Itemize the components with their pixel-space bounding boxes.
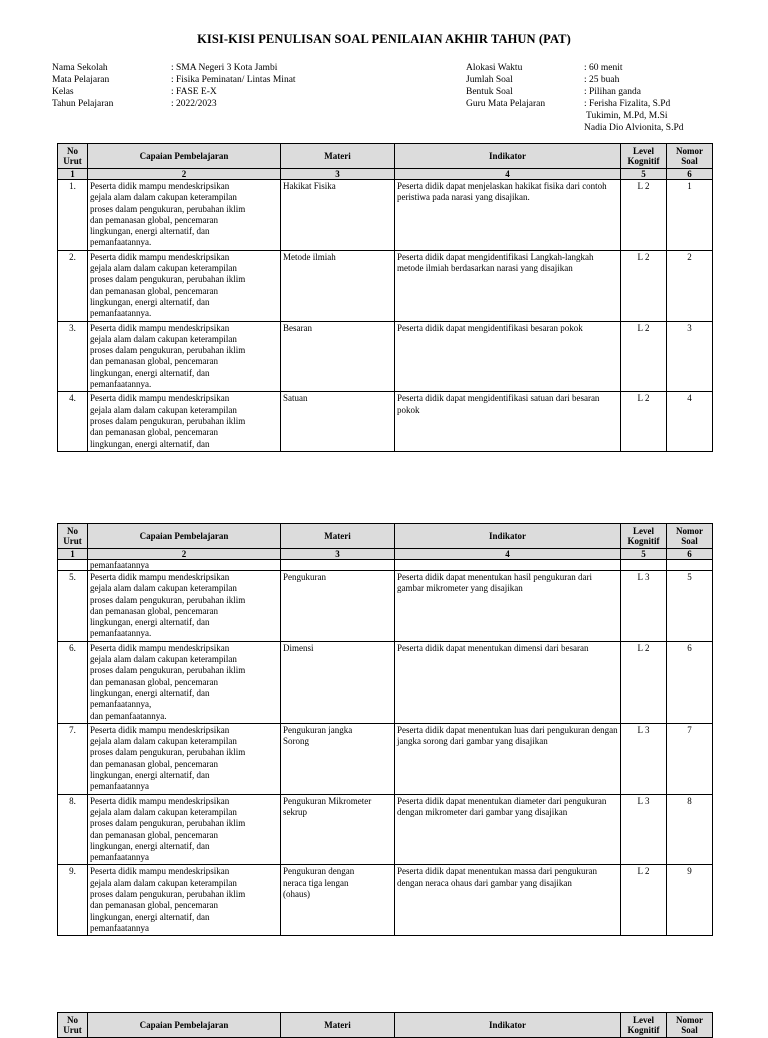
row-capaian: Peserta didik mampu mendeskripsikan gejala alam dalam cakupan keterampilan proses dalam pengukuran, perubahan iklim dan pemanasan global, pencemaran lingkungan, energi alternatif, dan pemanfaatannya. <box>88 250 281 321</box>
row-materi: Metode ilmiah <box>281 250 395 321</box>
info-value: : Fisika Peminatan/ Lintas Minat <box>171 75 296 85</box>
kisi-table-page-1 <box>57 143 713 452</box>
column-number: 1 <box>58 169 88 180</box>
row-nomor-soal: 1 <box>667 180 713 251</box>
info-value: : SMA Negeri 3 Kota Jambi <box>171 63 278 73</box>
info-row <box>466 62 684 74</box>
document-title: KISI-KISI PENULISAN SOAL PENILAIAN AKHIR TAHUN (PAT) <box>197 32 571 46</box>
row-nomor-soal: 4 <box>667 392 713 451</box>
row-capaian: Peserta didik mampu mendeskripsikan gejala alam dalam cakupan keterampilan proses dalam pengukuran, perubahan iklim dan pemanasan global, pencemaran lingkungan, energi alternatif, dan pemanfaatannya <box>88 865 281 936</box>
row-level: L 3 <box>621 794 667 865</box>
row-indikator: Peserta didik dapat menentukan luas dari pengukuran dengan jangka sorong dari gambar yang disajikan <box>395 723 621 794</box>
row-materi: Dimensi <box>281 641 395 723</box>
table-header <box>58 524 713 549</box>
row-materi: Pengukuran Mikrometer sekrup <box>281 794 395 865</box>
col-header-level: Level Kognitif <box>621 524 667 549</box>
row-number: 8. <box>58 794 88 865</box>
info-value: : FASE E-X <box>171 87 217 97</box>
table-page-3-fragment <box>0 1012 768 1035</box>
info-key: Mata Pelajaran <box>52 75 110 85</box>
column-number: 4 <box>395 169 621 180</box>
info-row <box>466 74 684 86</box>
row-level: L 2 <box>621 250 667 321</box>
row-indikator: Peserta didik dapat menentukan hasil pengukuran dari gambar mikrometer yang disajikan <box>395 571 621 642</box>
row-materi: Pengukuran dengan neraca tiga lengan (ohaus) <box>281 865 395 936</box>
row-capaian: Peserta didik mampu mendeskripsikan gejala alam dalam cakupan keterampilan proses dalam pengukuran, perubahan iklim dan pemanasan global, pencemaran lingkungan, energi alternatif, dan pemanfaatannya. <box>88 571 281 642</box>
column-number: 1 <box>58 549 88 560</box>
col-header-indikator: Indikator <box>395 524 621 549</box>
info-row <box>466 86 684 98</box>
column-number: 2 <box>88 549 281 560</box>
row-number: 9. <box>58 865 88 936</box>
info-row <box>466 98 684 110</box>
col-header-indikator: Indikator <box>395 1013 621 1038</box>
row-materi: Hakikat Fisika <box>281 180 395 251</box>
table-row <box>58 723 713 794</box>
row-nomor-soal: 5 <box>667 571 713 642</box>
row-materi: Satuan <box>281 392 395 451</box>
row-level: L 2 <box>621 321 667 392</box>
table-row-continuation <box>58 560 713 571</box>
col-header-no: No Urut <box>58 524 88 549</box>
column-number-row <box>58 549 713 560</box>
col-header-nomor: Nomor Soal <box>667 1013 713 1038</box>
row-level: L 3 <box>621 723 667 794</box>
row-capaian: Peserta didik mampu mendeskripsikan gejala alam dalam cakupan keterampilan proses dalam pengukuran, perubahan iklim dan pemanasan global, pencemaran lingkungan, energi alternatif, dan pemanfaatannya <box>88 723 281 794</box>
row-number: 3. <box>58 321 88 392</box>
row-indikator: Peserta didik dapat menentukan diameter dari pengukuran dengan mikrometer dari gambar yang disajikan <box>395 794 621 865</box>
column-number: 4 <box>395 549 621 560</box>
table-row <box>58 180 713 251</box>
table-row <box>58 571 713 642</box>
info-value: : 60 menit <box>584 63 623 73</box>
col-header-materi: Materi <box>281 524 395 549</box>
row-capaian: Peserta didik mampu mendeskripsikan gejala alam dalam cakupan keterampilan proses dalam pengukuran, perubahan iklim dan pemanasan global, pencemaran lingkungan, energi alternatif, dan pemanfaatannya <box>88 794 281 865</box>
table-header <box>58 1013 713 1038</box>
info-key: Kelas <box>52 87 74 97</box>
info-row <box>52 98 296 110</box>
table-row <box>58 321 713 392</box>
table-row <box>58 392 713 451</box>
info-value: : 25 buah <box>584 75 620 85</box>
column-number: 5 <box>621 169 667 180</box>
info-key: Nama Sekolah <box>52 63 108 73</box>
row-number: 5. <box>58 571 88 642</box>
col-header-indikator: Indikator <box>395 144 621 169</box>
row-level: L 2 <box>621 392 667 451</box>
row-nomor-soal: 8 <box>667 794 713 865</box>
row-indikator: Peserta didik dapat mengidentifikasi besaran pokok <box>395 321 621 392</box>
col-header-capaian: Capaian Pembelajaran <box>88 144 281 169</box>
row-nomor-soal: 2 <box>667 250 713 321</box>
row-nomor-soal: 7 <box>667 723 713 794</box>
row-level: L 2 <box>621 180 667 251</box>
school-info <box>52 62 296 110</box>
col-header-nomor: Nomor Soal <box>667 144 713 169</box>
info-row <box>52 86 296 98</box>
column-number: 6 <box>667 549 713 560</box>
table-row <box>58 865 713 936</box>
row-level: L 2 <box>621 865 667 936</box>
col-header-materi: Materi <box>281 1013 395 1038</box>
col-header-level: Level Kognitif <box>621 144 667 169</box>
kisi-table-page-2 <box>57 523 713 936</box>
table-row <box>58 794 713 865</box>
row-capaian: Peserta didik mampu mendeskripsikan gejala alam dalam cakupan keterampilan proses dalam pengukuran, perubahan iklim dan pemanasan global, pencemaran lingkungan, energi alternatif, dan pemanfaatannya, dan pemanfaatannya. <box>88 641 281 723</box>
column-number: 3 <box>281 169 395 180</box>
col-header-no: No Urut <box>58 144 88 169</box>
col-header-level: Level Kognitif <box>621 1013 667 1038</box>
row-level: L 3 <box>621 571 667 642</box>
row-indikator: Peserta didik dapat mengidentifikasi satuan dari besaran pokok <box>395 392 621 451</box>
row-capaian: Peserta didik mampu mendeskripsikan gejala alam dalam cakupan keterampilan proses dalam pengukuran, perubahan iklim dan pemanasan global, pencemaran lingkungan, energi alternatif, dan <box>88 392 281 451</box>
row-capaian: Peserta didik mampu mendeskripsikan gejala alam dalam cakupan keterampilan proses dalam pengukuran, perubahan iklim dan pemanasan global, pencemaran lingkungan, energi alternatif, dan pemanfaatannya. <box>88 321 281 392</box>
row-capaian: Peserta didik mampu mendeskripsikan gejala alam dalam cakupan keterampilan proses dalam pengukuran, perubahan iklim dan pemanasan global, pencemaran lingkungan, energi alternatif, dan pemanfaatannya. <box>88 180 281 251</box>
col-header-capaian: Capaian Pembelajaran <box>88 524 281 549</box>
info-key: Tahun Pelajaran <box>52 99 114 109</box>
table-header <box>58 144 713 169</box>
col-header-nomor: Nomor Soal <box>667 524 713 549</box>
column-number: 6 <box>667 169 713 180</box>
column-number-row <box>58 169 713 180</box>
row-number: 1. <box>58 180 88 251</box>
col-header-no: No Urut <box>58 1013 88 1038</box>
row-level: L 2 <box>621 641 667 723</box>
row-indikator: Peserta didik dapat menjelaskan hakikat fisika dari contoh peristiwa pada narasi yang disajikan. <box>395 180 621 251</box>
exam-info <box>466 62 684 134</box>
row-number: 6. <box>58 641 88 723</box>
table-row <box>58 250 713 321</box>
info-value: : 2022/2023 <box>171 99 217 109</box>
row-nomor-soal: 6 <box>667 641 713 723</box>
column-number: 3 <box>281 549 395 560</box>
row-materi: Besaran <box>281 321 395 392</box>
row-indikator: Peserta didik dapat menentukan dimensi dari besaran <box>395 641 621 723</box>
table-row <box>58 641 713 723</box>
info-key: Alokasi Waktu <box>466 63 523 73</box>
info-key: Bentuk Soal <box>466 87 513 97</box>
info-row <box>52 74 296 86</box>
column-number: 5 <box>621 549 667 560</box>
info-key: Guru Mata Pelajaran <box>466 99 546 109</box>
info-row <box>52 62 296 74</box>
col-header-capaian: Capaian Pembelajaran <box>88 1013 281 1038</box>
col-header-materi: Materi <box>281 144 395 169</box>
row-materi: Pengukuran jangka Sorong <box>281 723 395 794</box>
teacher-name: Tukimin, M.Pd, M.Si <box>586 111 668 121</box>
row-materi: Pengukuran <box>281 571 395 642</box>
row-indikator: Peserta didik dapat menentukan massa dari pengukuran dengan neraca ohaus dari gambar yang disajikan <box>395 865 621 936</box>
row-number: 2. <box>58 250 88 321</box>
info-key: Jumlah Soal <box>466 75 513 85</box>
row-number: 4. <box>58 392 88 451</box>
teacher-name: Nadia Dio Alvionita, S.Pd <box>584 123 684 133</box>
row-number: 7. <box>58 723 88 794</box>
info-value: : Pilihan ganda <box>584 87 641 97</box>
row-nomor-soal: 9 <box>667 865 713 936</box>
info-value: : Ferisha Fizalita, S.Pd <box>584 99 671 109</box>
column-number: 2 <box>88 169 281 180</box>
row-indikator: Peserta didik dapat mengidentifikasi Langkah-langkah metode ilmiah berdasarkan narasi yang disajikan <box>395 250 621 321</box>
row-nomor-soal: 3 <box>667 321 713 392</box>
kisi-table-page-3 <box>57 1012 713 1038</box>
row-capaian-continuation: pemanfaatannya <box>88 560 281 571</box>
